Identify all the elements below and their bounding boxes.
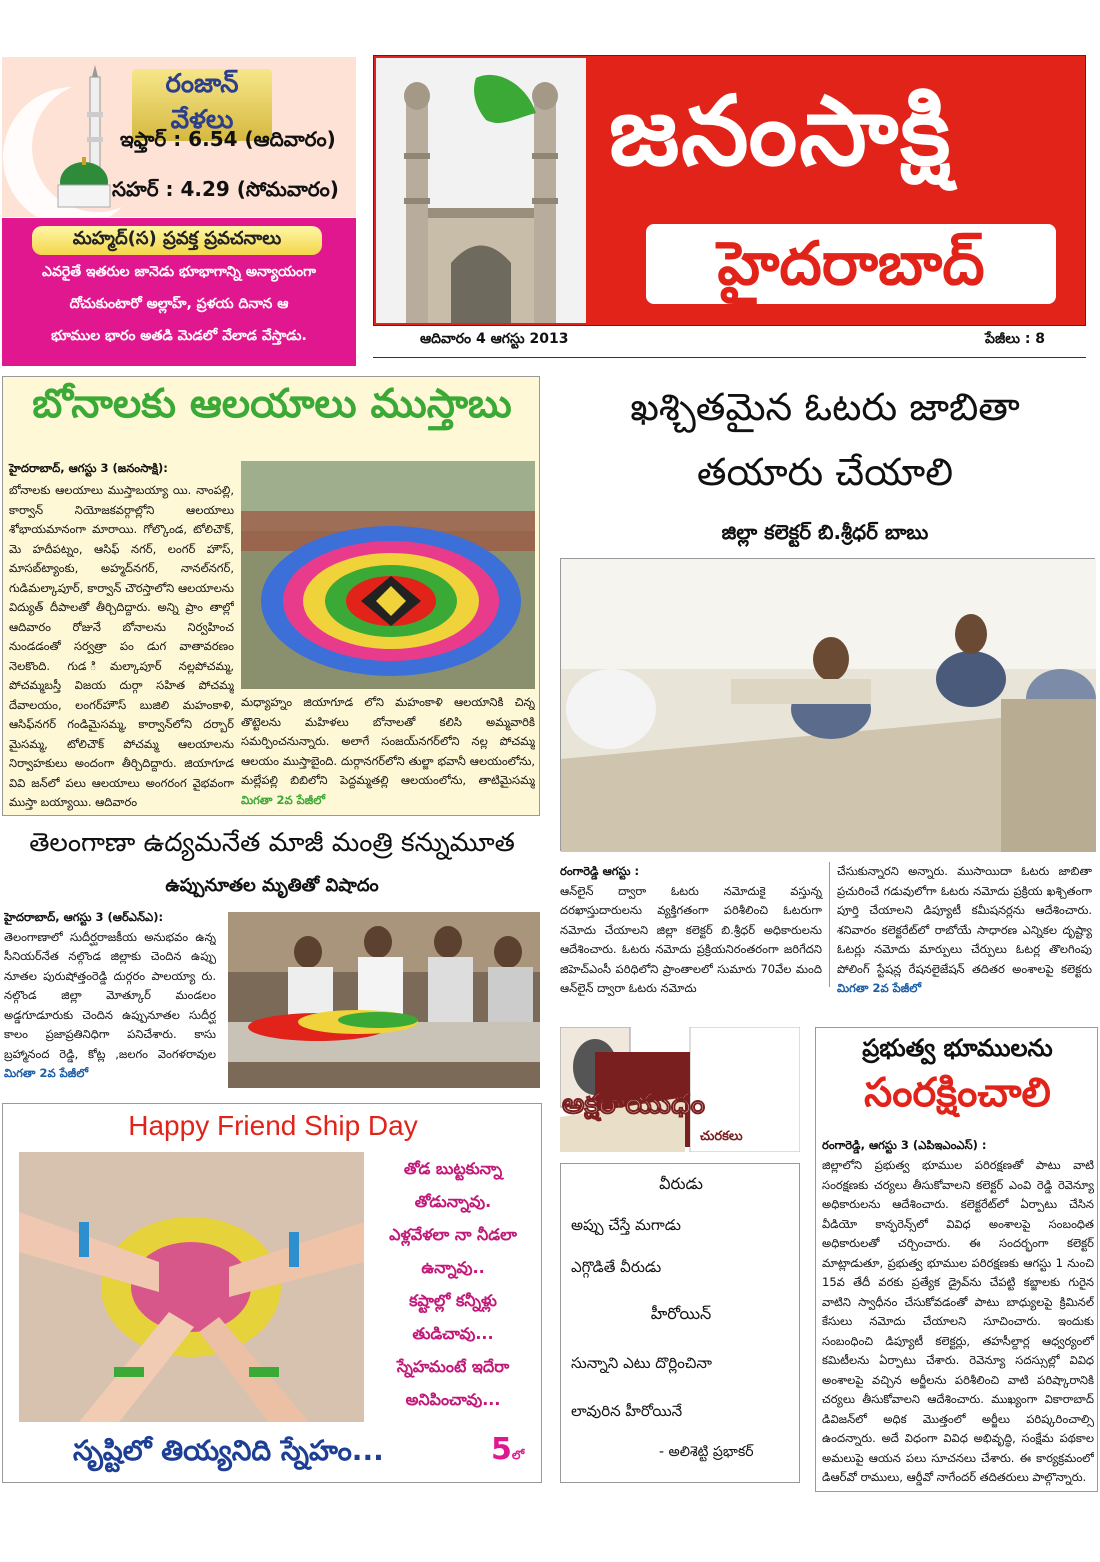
aksharayudham-title: అక్షరాయుధం xyxy=(562,1087,705,1120)
bonalu-continued-link[interactable]: మిగతా 2వ పేజీలో xyxy=(241,792,326,807)
bonalu-article xyxy=(2,376,540,816)
govtland-headline-1: ప్రభుత్వ భూములను xyxy=(862,1034,1053,1062)
poem-line-5: కష్టాల్లో కన్నీళ్లు xyxy=(409,1291,497,1310)
poem-line-appu: అప్పు చేస్తే మగాడు xyxy=(571,1216,681,1234)
bonalu-text-right-body: మధ్యాహ్నం జియాగూడ లోని మహంకాళి ఆలయానికి చిన్న తొట్టెలను మహిళలు బోనాలతో కలిసి అమ్మవారికి సమర్పించనున్నారు. అలాగే సంజయ్‌నగర్‌లోని నల్ల పోచమ్మ ఆలయం ముస్తాబైంది. దుర్గానగర్‌లోని తుల్జా భవానీ ఆలయంలోను, మల్లేపల్లి బిబిలోని పెద్దమ్మతల్లి ఆలయంలోను, తాటిమైసమ్మ xyxy=(241,695,535,787)
voter-headline-2: తయారు చేయాలి xyxy=(696,450,954,494)
prophet-line-1: ఎవరైతే ఇతరుల జానెడు భూభాగాన్ని అన్యాయంగా xyxy=(42,264,316,280)
prophet-line-2: దోచుకుంటారో అల్లాహ్, ప్రళయ దినాన ఆ xyxy=(69,296,289,312)
poem-line-3: ఎళ్లవేళలా నా నీడలా xyxy=(389,1225,517,1244)
friendship-title: Happy Friend Ship Day xyxy=(128,1110,418,1141)
govtland-dateline: రంగారెడ్డి, ఆగస్టు 3 (ఎపిఇఎంఎస్) : xyxy=(822,1138,987,1152)
friendship-page-ref[interactable] xyxy=(491,1432,524,1467)
bonalu-headline: బోనాలకు ఆలయాలు ముస్తాబు xyxy=(32,381,512,427)
poem-line-6: తుడిచావు... xyxy=(412,1324,494,1343)
obit-dateline: హైదరాబాద్, ఆగస్టు 3 (ఆర్‌ఎన్‌ఎ): xyxy=(4,910,164,924)
page-ref-number: 5 xyxy=(491,1432,512,1467)
obit-column xyxy=(4,908,216,1088)
bonalu-text-left: బోనాలకు ఆలయాలు ముస్తాబయ్యా యి. నాంపల్లి, కార్వాన్ నియోజకవర్గాల్లోని ఆలయాలు శోభాయమానంగా మారాయి. గోల్కొండ, టోలిచౌక్, మె హదీపట్నం, ఆసిఫ్ నగర్, లంగర్ హౌస్, మాసబ్‌ట్యాంకు, అహ్మద్‌నగర్, నానల్‌నగర్, గుడిమల్కాపూర్, కార్వాన్ చౌరస్తాలోని ఆలయాలను విద్యుత్ దీపాలతో తీర్చిదిద్దారు. అన్ని ప్రాం తాల్లో ఆదివారం రోజునే బోనాలను నిర్వహించ నుండడంతో సర్వత్రా పం డుగ వాతావరణం నెలకొంది. గుడ ిమల్కాపూర్ నల్లపోచమ్మ, పోచమ్మబస్తీ విజయ దుర్గా సహిత పోచమ్మ దేవాలయం, లంగర్‌హౌస్ బుజిలి మహంకాళి, ఆసిఫ్‌నగర్ గండిమైసమ్మ, కార్వాన్‌లోని దర్బార్ మైసమ్మ, టోలిచౌక్ పోచమ్మ ఆలయాలను నిర్వాహకులు అందంగా తీర్చిదిద్దారు. జియాగూడ వివి జన్‌లో పలు ఆలయాలు అంగరంగ వైభవంగా ముస్తా బయ్యాయి. ఆదివారం xyxy=(9,483,234,809)
masthead-city: హైదరాబాద్ xyxy=(646,224,1056,304)
friendship-banner: సృష్టిలో తియ్యనిది స్నేహం... xyxy=(73,1434,384,1467)
page-ref-suffix: లో xyxy=(511,1448,525,1462)
aksharayudham-sub: చురకలు xyxy=(700,1129,743,1144)
obit-text xyxy=(4,928,216,1084)
masthead-title: జనంసాక్షి xyxy=(609,75,953,187)
govtland-article xyxy=(815,1027,1098,1492)
sahar-time: సహర్ : 4.29 (సోమవారం) xyxy=(112,177,339,201)
voter-col-2 xyxy=(837,862,1092,999)
poem-line-lavurina: లావురిన హీరోయినే xyxy=(571,1402,683,1420)
poem-line-8: అనిపించావు... xyxy=(405,1390,501,1409)
obit-funeral-photo xyxy=(228,912,540,1088)
voter-continued-link[interactable]: మిగతా 2వ పేజీలో xyxy=(837,981,922,995)
friendship-box xyxy=(2,1103,542,1483)
voter-col-1 xyxy=(560,862,822,999)
voter-text-1: ఆన్‌లైన్ ద్వారా ఓటరు నమోదుకై వస్తున్న దరఖాస్తుదారులను వ్యక్తిగతంగా పరిశీలించి ఓటరుగా నమోదు చేయాలని జిల్లా కలెక్టర్ బి.శ్రీధర్ అధికారులను ఆదేశించారు. ఓటరు నమోదు ప్రక్రియనిరంతరంగా జరిగేదని జిహెచ్‌ఎంసీ పరిధిలోని ప్రాంతాలలో సుమారు 70వేల మంది ఆన్‌లైన్ ద్వారా ఓటరు నమోదు xyxy=(560,883,822,995)
voter-text-2-body: చేసుకున్నారని అన్నారు. ముసాయిదా ఓటరు జాబితా ప్రచురించే గడువులోగా ఓటరు నమోదు ప్రక్రియ ఖశ్చితంగా పూర్తి చేయాలని డిప్యూటీ కమీషనర్లను ఆదేశించారు. శనివారం కలెక్టరేట్‌లో రాబోయే సాధారణ ఎన్నికల దృష్ట్యా ఓటర్లు నమోదు మార్పులు చేర్పులు ఓటర్ల తొలగింపు పోలింగ్ స్టేషన్ల రేషనలైజేషన్ తదితర అంశాలపై కలెక్టరు xyxy=(837,864,1092,976)
heroine-title: హీరోయిన్ xyxy=(650,1304,712,1323)
charminar-icon xyxy=(376,58,586,323)
obit-subheadline: ఉప్పునూతల మృతితో విషాదం xyxy=(165,875,379,896)
poem-line-7: స్నేహమంటే ఇదేరా xyxy=(396,1357,510,1376)
govtland-headline-2: సంరక్షించాలి xyxy=(864,1070,1051,1116)
voter-headline-1: ఖశ్చితమైన ఓటరు జాబితా xyxy=(630,385,1020,429)
poem-line-4: ఉన్నావు.. xyxy=(421,1258,485,1277)
prophet-box xyxy=(2,218,356,366)
issue-date: ఆదివారం 4 ఆగస్టు 2013 xyxy=(420,331,569,347)
aksharayudham-logo xyxy=(560,1027,800,1152)
poem-line-sunnani: సున్నాని ఎటు దొర్లించినా xyxy=(571,1354,712,1372)
prophet-heading: మహ్మద్(స) ప్రవక్త ప్రవచనాలు xyxy=(32,226,322,255)
masthead-rule xyxy=(373,357,1086,358)
obit-headline: తెలంగాణా ఉద్యమనేత మాజీ మంత్రి కన్నుమూత xyxy=(29,828,515,858)
ramzan-title: రంజాన్ వేళలు xyxy=(132,69,272,141)
poem-line-1: తోడ బుట్టకున్నా xyxy=(403,1159,503,1178)
page-count: పేజీలు : 8 xyxy=(985,331,1046,347)
govtland-text: జిల్లాలోని ప్రభుత్వ భూముల పరిరక్షణతో పాటు వాటి సంరక్షణకు చర్యలు తీసుకోవాలని కలెక్టర్ ఎంవి రెడ్డి రెవెన్యూ అధికారులను ఆదేశించారు. కలెక్టరేట్‌లో ఏర్పాటు చేసిన వీడియో కాన్ఫరెన్స్‌లో వివిధ అంశాలపై సంబంధిత అధికారులతో చర్చించారు. ఈ సందర్భంగా కలెక్టర్ మాట్లాడుతూ, ప్రభుత్వ భూముల పరిరక్షణకు ఆగస్టు 1 నుంచి 15వ తేదీ వరకు ప్రత్యేక డ్రైవ్‌ను చేపట్టి కబ్జాలకు గురైన వాటిని స్వాధీనం చేసుకోవడంతో పాటు బాధ్యులపై క్రిమినల్ కేసులు నమోదు చేయాలని సూచించారు. ఇందుకు సంబంధించి డిప్యూటీ కలెక్టర్లు, తహసీల్దార్ల ఆధ్వర్యంలో కమిటీలను ఏర్పాటు చేశారు. రెవెన్యూ సదస్సుల్లో వివిధ అంశాలపై వచ్చిన అర్జీలను పరిశీలించి వాటి పరిష్కారానికి చర్యలు తీసుకోవాలని ఆదేశించారు. ముఖ్యంగా వికారాబాద్ డివిజన్‌లో అధిక మొత్తంలో అర్జీలు పరిష్కరించాల్సి ఉందన్నారు. అదే విధంగా వివిధ అభివృద్ధి, సంక్షేమ పథకాల అమలుపై ఆయన పలు సూచనలు చేశారు. ఈ కార్యక్రమంలో డిఆర్‌వో రాములు, ఆర్డీవో నాగేందర్ తదితరులు పాల్గొన్నారు. xyxy=(822,1158,1094,1484)
bonalu-dateline: హైదరాబాద్, ఆగస్టు 3 (జనంసాక్షి): xyxy=(9,461,168,475)
prophet-line-3: భూముల భారం అతడి మెడలో వేలాడ వేస్తాడు. xyxy=(51,328,307,344)
voter-subheadline: జిల్లా కలెక్టర్ బి.శ్రీధర్ బాబు xyxy=(721,520,929,544)
masthead xyxy=(373,55,1086,326)
obit-continued-link[interactable]: మిగతా 2వ పేజీలో xyxy=(4,1066,89,1080)
column-divider xyxy=(829,862,830,987)
aksharayudham-box xyxy=(560,1163,800,1483)
voter-dateline: రంగారెడ్డి ఆగస్టు : xyxy=(560,864,640,878)
poem-line-2: తోడున్నావు. xyxy=(414,1192,492,1211)
poem-author: - అలిశెట్టి ప్రభాకర్ xyxy=(659,1444,754,1460)
poem-line-eggodite: ఎగ్గొడితే వీరుడు xyxy=(571,1258,662,1276)
friendship-hands-photo xyxy=(19,1152,364,1422)
iftar-time: ఇఫ్తార్ : 6.54 (ఆదివారం) xyxy=(120,127,336,151)
bonalu-text-right xyxy=(241,693,535,811)
veerudu-title: వీరుడు xyxy=(659,1174,703,1193)
friendship-poem xyxy=(368,1152,538,1416)
obit-text-body: తెలంగాణాలో సుదీర్ఘరాజకీయ అనుభవం ఉన్న సీనియర్‌నేత నల్గొండ జిల్లాకు చెందిన ఉప్పు నూతల పురుషోత్తంరెడ్డి దుర్గరం పాలయ్యా రు. నల్గొండ జిల్లా మోత్కూర్ మండలం అడ్డగూడూరుకు చెందిన ఉప్పునూతల సుదీర్ఘ కాలం ప్రజాప్రతినిధిగా పనిచేశారు. కాసు బ్రహ్మానంద రెడ్డి, కోట్ల ,జలగం వెంగళరావుల xyxy=(4,929,216,1061)
bonalu-rangoli-photo xyxy=(241,461,535,689)
voter-text-2 xyxy=(837,862,1092,999)
collector-meeting-photo xyxy=(560,558,1095,851)
ramzan-box xyxy=(2,57,356,217)
